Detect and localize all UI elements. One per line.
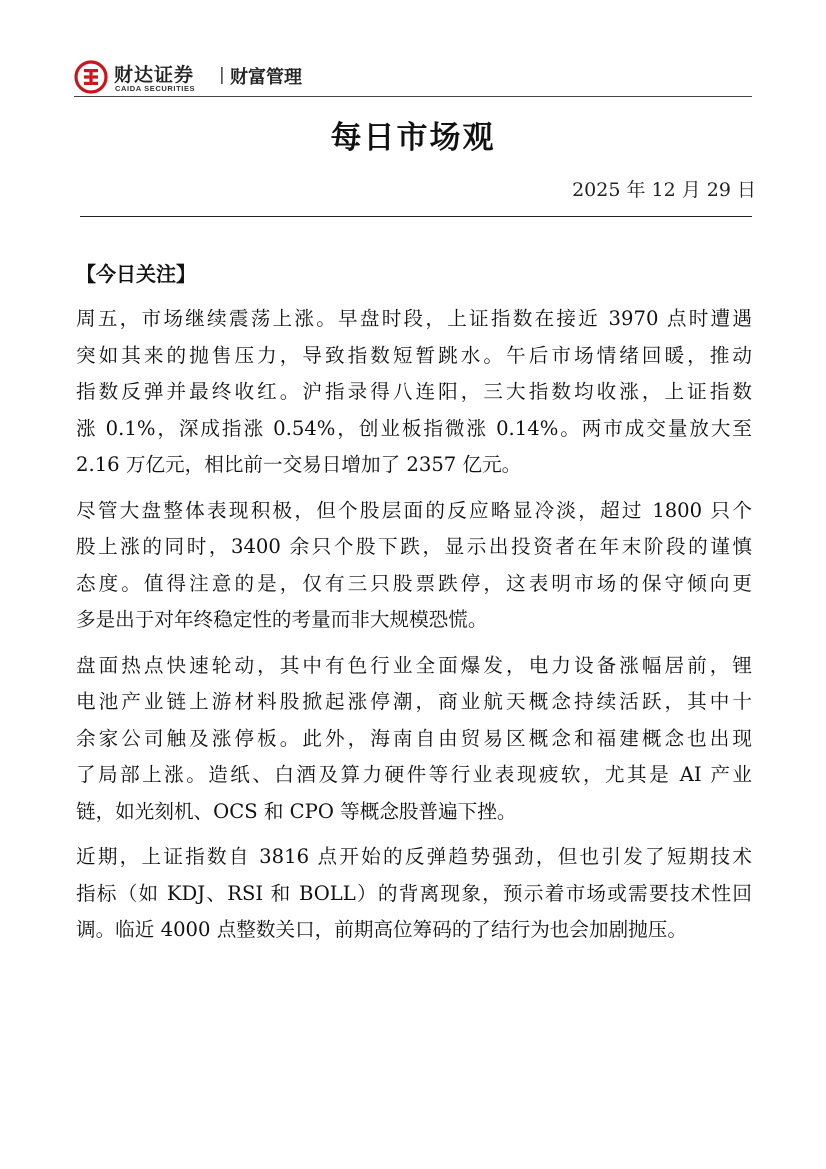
text-line: 了局部上涨。造纸、白酒及算力硬件等行业表现疲软，尤其是 AI 产业 <box>76 763 752 786</box>
date-divider <box>80 216 752 217</box>
report-date: 2025 年 12 月 29 日 <box>572 179 756 201</box>
text-line: 尽管大盘整体表现积极，但个股层面的反应略显冷淡，超过 1800 只个 <box>76 498 752 522</box>
text-line: 余家公司触及涨停板。此外，海南自由贸易区概念和福建概念也出现 <box>76 726 752 750</box>
caida-logo-icon <box>74 60 108 94</box>
division-name: 财富管理 <box>230 67 302 88</box>
brand-name-english: CAIDA SECURITIES <box>115 84 196 93</box>
text-line: 指数反弹并最终收红。沪指录得八连阳，三大指数均收涨，上证指数 <box>76 380 752 403</box>
text-line: 股上涨的同时，3400 余只个股下跌，显示出投资者在年末阶段的谨慎 <box>76 535 752 558</box>
paragraph <box>76 493 756 639</box>
text-line: 链，如光刻机、OCS 和 CPO 等概念股普遍下挫。 <box>76 799 517 823</box>
header-divider <box>74 96 752 97</box>
page-title: 每日市场观 <box>330 120 496 156</box>
page-header <box>74 58 754 98</box>
text-line: 态度。值得注意的是，仅有三只股票跌停，这表明市场的保守倾向更 <box>76 571 752 595</box>
text-line: 盘面热点快速轮动，其中有色行业全面爆发，电力设备涨幅居前，锂 <box>76 653 752 677</box>
brand-name: 财达证券 <box>114 64 195 86</box>
text-line: 2.16 万亿元，相比前一交易日增加了 2357 亿元。 <box>76 453 522 476</box>
text-line: 突如其来的抛售压力，导致指数短暂跳水。午后市场情绪回暖，推动 <box>76 343 752 367</box>
brand-separator: | <box>219 65 225 85</box>
text-line: 涨 0.1%，深成指涨 0.54%，创业板指微涨 0.14%。两市成交量放大至 <box>76 416 752 440</box>
section-title: 【今日关注】 <box>76 262 196 286</box>
paragraph <box>76 648 756 831</box>
paragraph <box>76 301 756 484</box>
text-line: 调。临近 4000 点整数关口，前期高位筹码的了结行为也会加剧抛压。 <box>76 918 687 941</box>
text-line: 近期，上证指数自 3816 点开始的反弹趋势强劲，但也引发了短期技术 <box>76 845 752 868</box>
paragraph <box>76 839 756 949</box>
text-line: 电池产业链上游材料股掀起涨停潮，商业航天概念持续活跃，其中十 <box>76 690 752 713</box>
text-line: 指标（如 KDJ、RSI 和 BOLL）的背离现象，预示着市场或需要技术性回 <box>76 881 752 905</box>
article-body <box>76 301 756 958</box>
text-line: 周五，市场继续震荡上涨。早盘时段，上证指数在接近 3970 点时遭遇 <box>76 307 752 330</box>
text-line: 多是出于对年终稳定性的考量而非大规模恐慌。 <box>76 608 488 631</box>
